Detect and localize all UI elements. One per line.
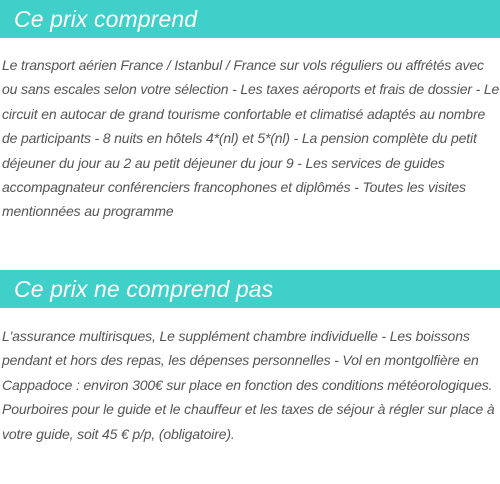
includes-header (0, 0, 500, 38)
includes-body (2, 53, 500, 224)
excludes-paragraph: L'assurance multirisques, Le supplément chambre individuelle - Les boissons pendant et hors des repas, les dépenses personnelles - Vol en montgolfière en Cappadoce : environ 300€ sur place en fonction des conditions météorologiques. (2, 328, 493, 393)
excludes-paragraph: Pourboires pour le guide et le chauffeur et les taxes de séjour à régler sur place à votre guide, soit 45 € p/p, (obligatoire). (2, 401, 495, 442)
excludes-header (0, 270, 500, 308)
includes-title: Ce prix comprend (14, 5, 198, 32)
excludes-title: Ce prix ne comprend pas (14, 275, 274, 302)
includes-text: Le transport aérien France / Istanbul / France sur vols réguliers ou affrétés avec ou sans escales selon votre sélection - Les taxes aéroports et frais de dossier - Le circuit en autocar de grand tourisme confortable et climatisé adaptés au nombre de participants - 8 nuits en hôtels 4*(nl) et 5*(nl) - La pension complète du petit déjeuner du jour au 2 au petit déjeuner du jour 9 - Les services de guides accompagnateur conférenciers francophones et diplômés - Toutes les visites mentionnées au programme (2, 57, 500, 220)
excludes-body (2, 324, 500, 446)
